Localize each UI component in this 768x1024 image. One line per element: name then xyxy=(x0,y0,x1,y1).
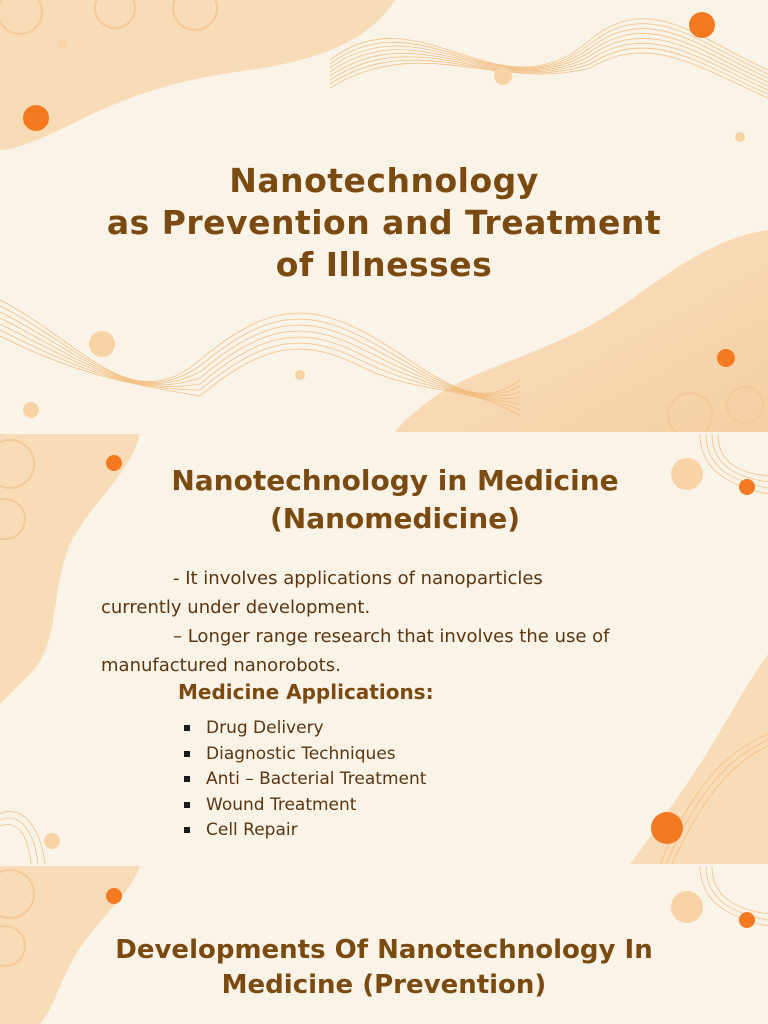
section-title xyxy=(0,462,768,538)
orange-dot xyxy=(23,105,49,131)
content-slide xyxy=(0,434,768,864)
list-item-label: Diagnostic Techniques xyxy=(206,743,396,764)
list-item-label: Drug Delivery xyxy=(206,718,324,738)
wave-lines-right xyxy=(700,866,768,926)
list-item-label: Anti – Bacterial Treatment xyxy=(206,769,427,789)
bullet-icon xyxy=(184,802,190,808)
section-title xyxy=(0,933,768,1003)
list-item-label: Wound Treatment xyxy=(206,794,357,815)
slide-title-line: as Prevention and Treatment xyxy=(106,203,662,242)
title-slide xyxy=(0,0,768,432)
bullet-icon xyxy=(184,776,190,782)
section-title-line: Nanotechnology in Medicine xyxy=(171,464,619,497)
bullet-icon xyxy=(184,725,190,731)
list-item xyxy=(184,742,426,768)
slide-title-line: of Illnesses xyxy=(275,245,493,284)
list-item-label: Cell Repair xyxy=(206,820,298,840)
paragraph-rest: manufactured nanorobots. xyxy=(101,655,341,676)
wave-lines-left xyxy=(0,811,45,864)
peach-dot xyxy=(494,67,512,85)
section-title-line: Medicine (Prevention) xyxy=(221,970,547,1000)
list-item xyxy=(184,716,426,742)
list-item xyxy=(184,793,426,819)
right-blob xyxy=(630,654,768,864)
applications-heading: Medicine Applications: xyxy=(178,680,434,704)
paragraph xyxy=(101,622,711,680)
paragraph-rest: currently under development. xyxy=(101,597,371,618)
list-item xyxy=(184,767,426,793)
section-title-line: Developments Of Nanotechnology In xyxy=(115,935,653,965)
description xyxy=(101,564,711,680)
paragraph xyxy=(101,564,711,622)
paragraph-first-line: – Longer range research that involves the use of xyxy=(173,626,610,647)
bullet-icon xyxy=(184,751,190,757)
slide-title xyxy=(0,160,768,286)
section-title-line: (Nanomedicine) xyxy=(269,502,521,535)
slide-title-line: Nanotechnology xyxy=(229,161,539,200)
paragraph-first-line: - It involves applications of nanoparticles xyxy=(173,568,543,589)
prevention-slide xyxy=(0,866,768,1024)
list-item xyxy=(184,818,426,844)
bullet-icon xyxy=(184,827,190,833)
top-left-blob xyxy=(0,0,395,150)
applications-list xyxy=(184,716,426,844)
